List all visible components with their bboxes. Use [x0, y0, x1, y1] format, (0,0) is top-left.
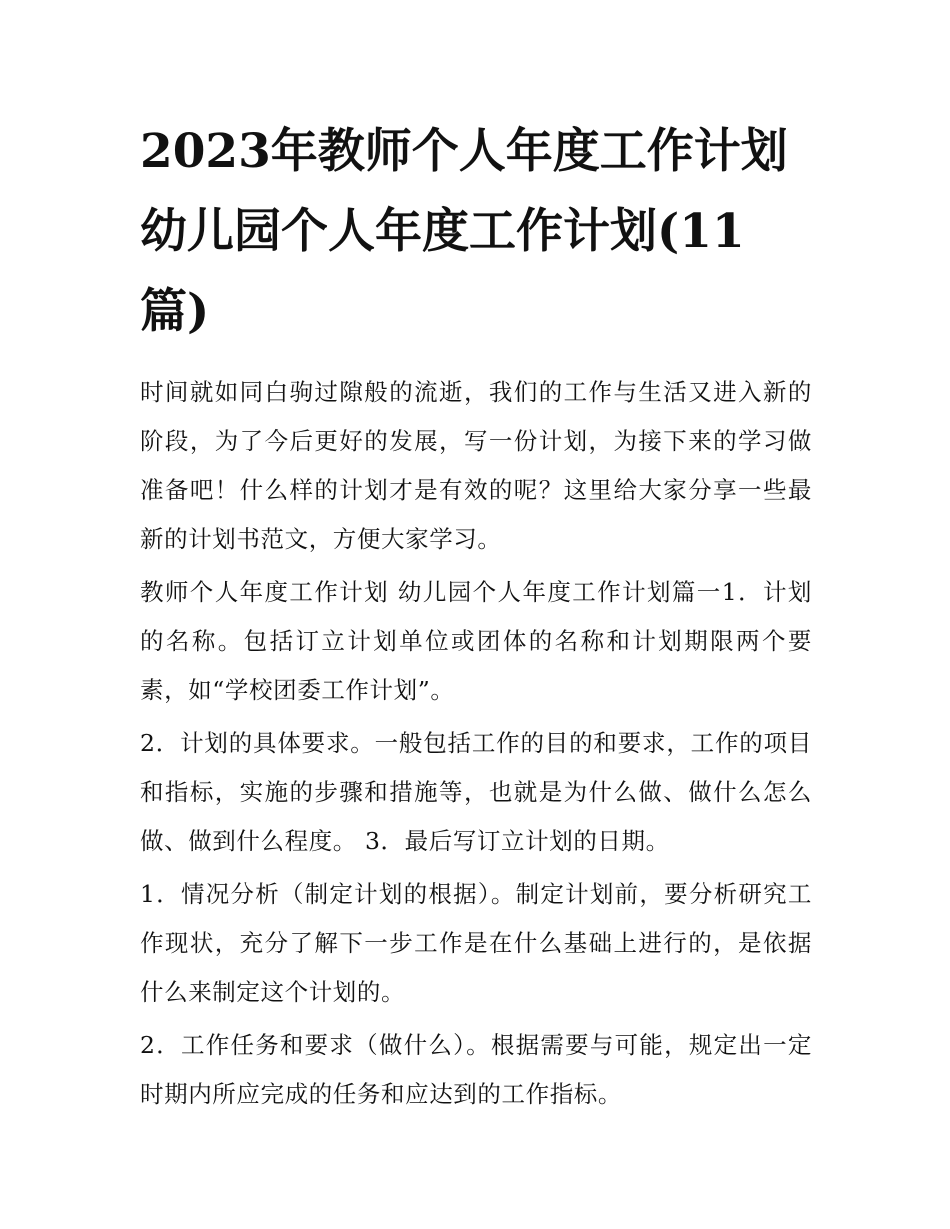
- document-title: 2023年教师个人年度工作计划 幼儿园个人年度工作计划(11篇): [140, 124, 788, 339]
- paragraph-situation-analysis: 1．情况分析（制定计划的根据）。制定计划前，要分析研究工作现状，充分了解下一步工作是在什么基础上进行的，是依据什么来制定这个计划的。: [140, 880, 812, 1006]
- paragraph-tasks: 2．工作任务和要求（做什么）。根据需要与可能，规定出一定时期内所应完成的任务和应达到的工作指标。: [140, 1031, 812, 1108]
- paragraph-plan-name: 教师个人年度工作计划 幼儿园个人年度工作计划篇一1．计划的名称。包括订立计划单位或团体的名称和计划期限两个要素，如“学校团委工作计划”。: [140, 578, 812, 704]
- document-content: [140, 112, 812, 1123]
- paragraph-plan-requirements: 2．计划的具体要求。一般包括工作的目的和要求，工作的项目和指标，实施的步骤和措施等，也就是为什么做、做什么怎么做、做到什么程度。 3．最后写订立计划的日期。: [140, 729, 812, 855]
- paragraph-intro: 时间就如同白驹过隙般的流逝，我们的工作与生活又进入新的阶段，为了今后更好的发展，写一份计划，为接下来的学习做准备吧！什么样的计划才是有效的呢？这里给大家分享一些最新的计划书范文，方便大家学习。: [140, 378, 812, 553]
